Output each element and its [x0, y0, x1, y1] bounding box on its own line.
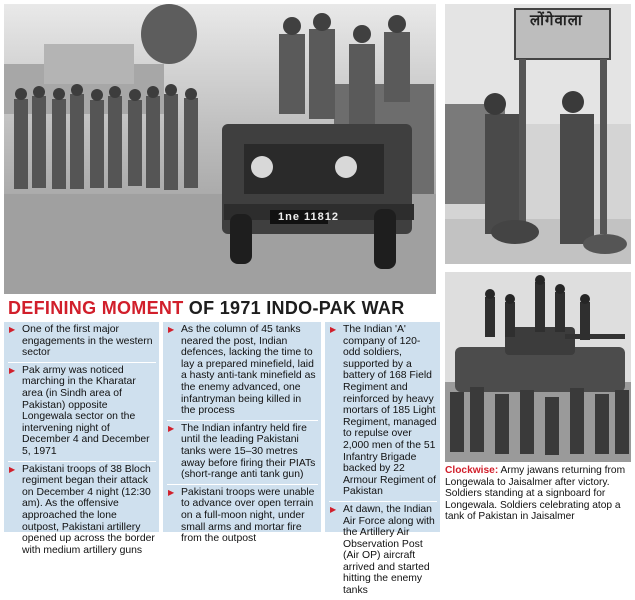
column-3 — [325, 322, 440, 597]
photo-jawans-returning — [4, 4, 436, 294]
column-1 — [4, 322, 159, 556]
bullet-item: ▶ Pakistani troops were unable to advance over open terrain on a full-moon night, under small arms and mortar fire from the outpost — [167, 487, 318, 548]
caption-text: Army jawans returning from Longewala to Jaisalmer after victory. Soldiers standing at a signboard for Longewala. Soldiers celebrating atop a tank of Pakistan in Jaisalmer — [445, 465, 626, 523]
headline-rest: OF 1971 INDO-PAK WAR — [183, 298, 405, 318]
column-2 — [163, 322, 321, 545]
bullet-item: ▶ Pakistani troops of 38 Bloch regiment began their attack on December 4 night (12:30 am). As the offensive approached the lone outpost, Pakistani artillery opened up across the border with medium artillery guns — [8, 464, 156, 560]
headline — [8, 298, 405, 319]
bullet-item: ▶ Pak army was noticed marching in the Kharatar area (in Sindh area of Pakistan) opposite Longewala sector on the intervening night of December 4 and December 5, 1971 — [8, 365, 156, 462]
bullet-item: ▶ As the column of 45 tanks neared the post, Indian defences, lacking the time to lay a prepared minefield, laid a hasty anti-tank minefield as the enemy advanced, one infantryman being killed in the process — [167, 324, 318, 421]
photo-longewala-signboard-image — [445, 4, 631, 264]
bullet-item: ▶ The Indian infantry held fire until the leading Pakistani tanks were 15–30 metres away before firing their PIATs (short-range anti tank gun) — [167, 423, 318, 485]
jeep-number-plate: 1ne 11812 — [278, 211, 339, 223]
bullet-item: ▶ One of the first major engagements in the western sector — [8, 324, 156, 363]
photo-jawans-returning-image — [4, 4, 436, 294]
headline-accent: DEFINING MOMENT — [8, 298, 184, 318]
photo-tank-celebration — [445, 272, 631, 462]
caption-lead: Clockwise: — [445, 465, 499, 476]
bullet-item: ▶ At dawn, the Indian Air Force along with the Artillery Air Observation Post (Air OP) aircraft arrived and started hitting the enemy tanks — [329, 504, 437, 600]
photo-longewala-signboard — [445, 4, 631, 264]
photo-tank-celebration-image — [445, 272, 631, 462]
bullet-item: ▶ The Indian 'A' company of 120-odd soldiers, supported by a battery of 168 Field Regiment and reinforced by heavy mortars of 185 Light Regiment, managed to repulse over 2,000 men of the 51 Infantry Brigade backed by 22 Armour Regiment of Pakistan — [329, 324, 437, 502]
photo-caption — [445, 465, 631, 533]
signboard-text: लोंगेवाला — [530, 11, 583, 29]
